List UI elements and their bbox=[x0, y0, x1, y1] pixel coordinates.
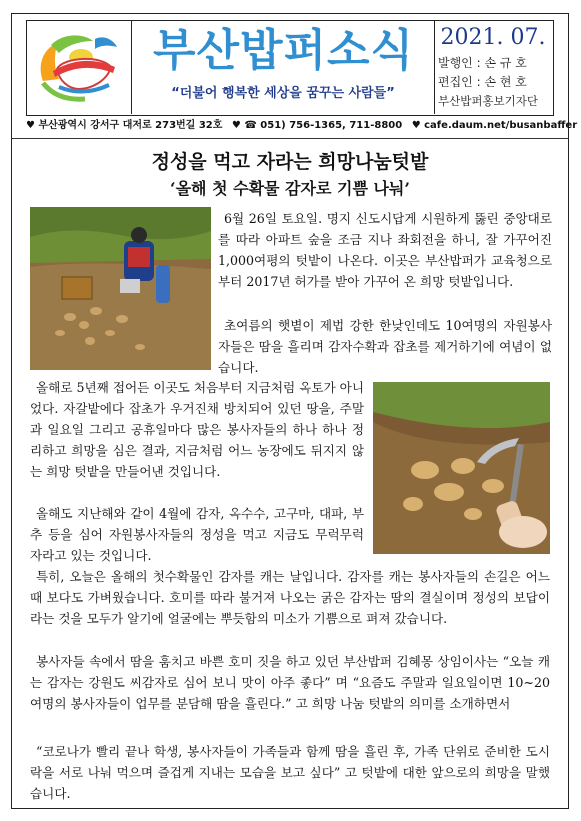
article-title: 정성을 먹고 자라는 희망나눔텃밭 bbox=[151, 151, 429, 173]
logo-box bbox=[27, 21, 132, 114]
paragraph-7: “코로나가 빨리 끝나 학생, 봉사자들이 가족들과 함께 땀을 흘린 후, 가족 단위로 준비한 도시락을 서로 나눠 먹으며 즐겁게 지내는 모습을 보고 싶다” 고 텃밭에 대한 앞으로의 희망을 말했습니다. bbox=[30, 744, 550, 801]
paragraph-1: 6월 26일 토요일. 명지 신도시답게 시원하게 뚫린 중앙대로를 따라 아파트 숲을 조금 지나 좌회전을 하니, 잘 가꾸어진 1,000여평의 텃밭이 나온다. 이곳은 부산밥퍼가 교육청으로부터 2017년 허가를 받아 가꾸어 온 희망 텃밭입니다. bbox=[218, 211, 552, 289]
farmer-harvesting-potatoes-photo-icon bbox=[30, 207, 211, 370]
paragraph-5: 특히, 오늘은 올해의 첫수확물인 감자를 캐는 날입니다. 감자를 캐는 봉사자들의 손길은 어느때 보다도 가벼웠습니다. 호미를 따라 불거져 나오는 굵은 감자는 땀의 결실이며 정성의 보답이라는 것을 모두가 알기에 얼굴에는 뿌듯함의 미소가 기쁨으로 펴져 갔습니다. bbox=[30, 569, 550, 626]
web-address: ♥ cafe.daum.net/busanbaffer bbox=[411, 120, 578, 131]
newsletter-header bbox=[26, 20, 554, 116]
article-subtitle: ‘올해 첫 수확물 감자로 기쁨 나눠’ bbox=[170, 179, 410, 198]
potatoes-and-hoe-photo-icon bbox=[373, 382, 550, 554]
issue-date: 2021. 07. bbox=[440, 25, 546, 50]
title-box bbox=[131, 21, 435, 114]
paragraph-6: 봉사자들 속에서 땀을 훔치고 바쁜 호미 짓을 하고 있던 부산밥퍼 김혜몽 상임이사는 “오늘 캐는 감자는 강원도 씨감자로 심어 보니 맛이 아주 좋다” 며 “요즘도 주말과 일요일이면 10~20여명의 봉사자들이 업무를 분담해 땀을 흘린다.” 고 희망 나눔 텃밭의 의미를 소개하면서 bbox=[30, 654, 550, 711]
paragraph-2: 초여름의 햇볕이 제법 강한 한낮인데도 10여명의 자원봉사자들은 땀을 흘리며 감자수확과 잡초를 제거하기에 여념이 없습니다. bbox=[218, 318, 552, 375]
phone: ♥ ☎ 051) 756-1365, 711-8800 bbox=[231, 120, 403, 131]
contact-bar bbox=[26, 117, 578, 135]
rice-bowl-logo-icon bbox=[29, 23, 129, 113]
org-name: 부산밥퍼홍보기자단 bbox=[438, 94, 538, 108]
masthead-title: 부산밥퍼소식 bbox=[152, 25, 415, 76]
publisher: 발행인 : 손 규 호 bbox=[438, 56, 527, 70]
editor: 편집인 : 손 현 호 bbox=[438, 75, 527, 89]
slogan: “더불어 행복한 세상을 꿈꾸는 사람들” bbox=[171, 86, 395, 101]
left-photo bbox=[30, 207, 211, 370]
paragraph-4: 올해도 지난해와 같이 4월에 감자, 옥수수, 고구마, 대파, 부추 등을 심어 자원봉사자들의 정성을 먹고 지금도 무럭무럭 자라고 있는 것입니다. bbox=[30, 506, 364, 563]
right-photo bbox=[373, 382, 550, 554]
address: ♥ 부산광역시 강서구 대저로 273번길 32호 bbox=[26, 120, 223, 131]
issue-info bbox=[434, 21, 552, 114]
divider bbox=[11, 138, 569, 139]
paragraph-3: 올해로 5년째 접어든 이곳도 처음부터 지금처럼 옥토가 아니었다. 자갈밭에다 잡초가 우거진채 방치되어 있던 땅을, 주말과 일요일 그리고 공휴일마다 많은 봉사자들의 하나 하나 정리하고 희망을 심은 결과, 지금처럼 어느 농장에도 뒤지지 않는 희망 텃밭을 만들어낸 것입니다. bbox=[30, 380, 365, 479]
